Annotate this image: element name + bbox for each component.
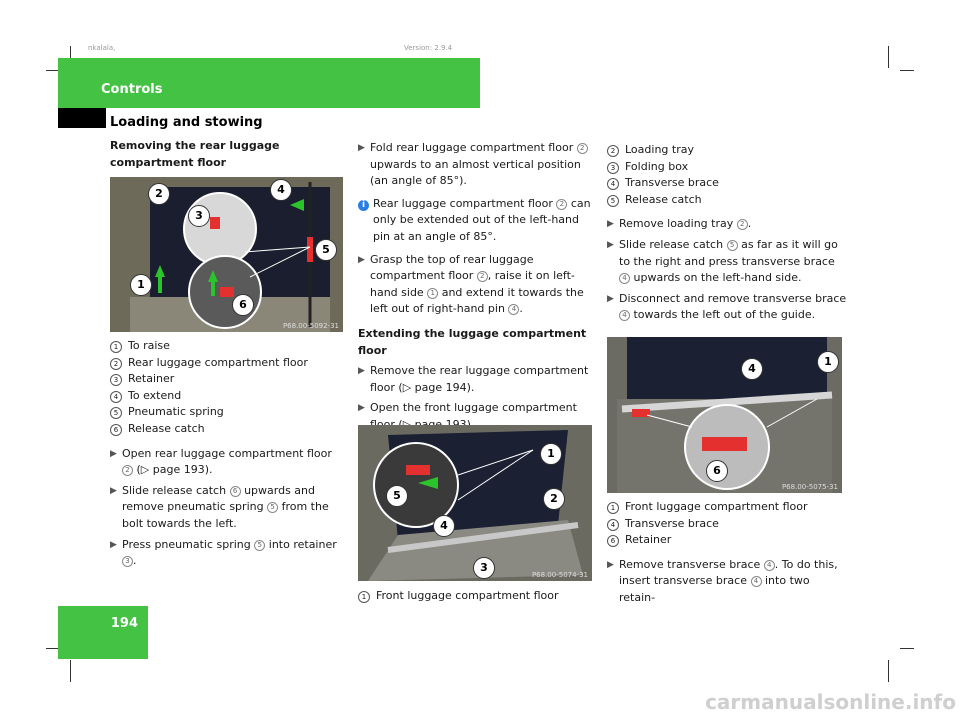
photo-front-floor [358, 425, 592, 581]
step: ▶ Open the front luggage compartment [358, 400, 594, 433]
step: ▶ Remove loading tray 2 . [607, 216, 847, 233]
page-ref-icon: ▷ [402, 380, 412, 394]
header-black-block [58, 108, 106, 128]
legend-item: 1 To raise [110, 338, 345, 355]
page-number-box [58, 606, 148, 659]
column-1-text [110, 338, 345, 570]
photo-code: P68.00-5074-31 [531, 571, 588, 579]
page-number: 194 [110, 616, 138, 631]
column-3 [607, 142, 847, 324]
legend-item: 5 Release catch [607, 192, 847, 209]
info-note: i Rear luggage compartment floor 2 can only be extended out of the left-hand pin at an angle of 85°. [358, 196, 594, 246]
arrow-icon: ▶ [110, 539, 117, 550]
photo-rear-floor [110, 177, 343, 332]
photo-code: P68.00-5075-31 [781, 483, 838, 491]
legend-item: 4 To extend [110, 388, 345, 405]
heading-extending-floor: Extending the luggage compartment floor [358, 326, 587, 357]
callout-4: 4 [741, 358, 763, 380]
column-2 [358, 140, 594, 434]
crop-mark [70, 660, 71, 682]
page-ref-icon: ▷ [140, 463, 150, 477]
step: ▶ Slide release catch 6 upwards and remove pneumatic spring 5 from the bolt towards the left. [110, 483, 345, 533]
legend-item: 3 Retainer [110, 371, 345, 388]
subsection-title: Loading and stowing [110, 115, 263, 130]
step: ▶ Slide release catch 5 as far as it will go to the right and press transverse brace 4 upwards on the left-hand side. [607, 237, 847, 287]
step: ▶ Fold rear luggage compartment floor 2 upwards to an almost vertical position (an angle of 85°). [358, 140, 594, 190]
callout-1: 1 [817, 351, 839, 373]
arrow-icon: ▶ [607, 239, 614, 250]
callout-4: 4 [270, 179, 292, 201]
callout-3: 3 [473, 557, 495, 579]
arrow-icon: ▶ [607, 293, 614, 304]
callout-1: 1 [130, 274, 152, 296]
column-1 [110, 138, 345, 171]
arrow-icon: ▶ [358, 403, 365, 414]
callout-5: 5 [315, 239, 337, 261]
callout-4: 4 [433, 515, 455, 537]
step: ▶ Disconnect and remove transverse brace 4 towards the left out of the guide. [607, 291, 847, 324]
watermark: carmanualsonline.info [705, 690, 956, 714]
crop-mark [888, 660, 889, 682]
legend-item: 6 Release catch [110, 421, 345, 438]
crop-mark [888, 46, 889, 68]
arrow-icon: ▶ [110, 448, 117, 459]
arrow-icon: ▶ [110, 485, 117, 496]
callout-6: 6 [706, 460, 728, 482]
step: ▶ Grasp the top of rear luggage compartment floor 2 , raise it on left-hand side 1 and extend it towards the left out of right-hand pin 4 . [358, 252, 594, 318]
legend-item: 3 Folding box [607, 159, 847, 176]
callout-1: 1 [540, 443, 562, 465]
callout-3: 3 [188, 205, 210, 227]
arrow-icon: ▶ [607, 559, 614, 570]
arrow-icon: ▶ [358, 254, 365, 265]
arrow-icon: ▶ [607, 219, 614, 230]
legend-item: 4 Transverse brace [607, 516, 847, 533]
info-icon: i [358, 200, 369, 211]
crop-mark [900, 70, 914, 71]
column-2-legend [358, 588, 594, 605]
arrow-icon: ▶ [358, 143, 365, 153]
section-title: Controls [101, 82, 163, 97]
legend-item: 1 Front luggage compartment floor [358, 588, 594, 605]
meta-author: nkalala, [88, 44, 116, 52]
crop-mark [900, 648, 914, 649]
step: ▶ Remove the rear luggage compartment floor (▷ page 194). [358, 363, 594, 396]
callout-2: 2 [543, 488, 565, 510]
step: ▶ Open rear luggage compartment floor 2 (▷ page 193). [110, 446, 345, 479]
legend-item: 2 Rear luggage compartment floor [110, 355, 345, 372]
photo-transverse-brace [607, 337, 842, 493]
photo-rear-floor-illustration [110, 177, 343, 332]
legend-item: 6 Retainer [607, 532, 847, 549]
legend-item: 5 Pneumatic spring [110, 404, 345, 421]
callout-5: 5 [386, 485, 408, 507]
column-3-bottom [607, 499, 847, 607]
legend-item: 1 Front luggage compartment floor [607, 499, 847, 516]
step: ▶ Press pneumatic spring 5 into retainer 3 . [110, 537, 345, 570]
photo-code: P68.00-5092-31 [282, 322, 339, 330]
callout-2: 2 [148, 183, 170, 205]
meta-version: Version: 2.9.4 [404, 44, 453, 52]
legend-item: 2 Loading tray [607, 142, 847, 159]
arrow-icon: ▶ [358, 366, 365, 377]
callout-6: 6 [232, 294, 254, 316]
heading-removing-rear-floor: Removing the rear luggage compartment floor [110, 139, 280, 169]
legend-item: 4 Transverse brace [607, 175, 847, 192]
step: ▶ Remove transverse brace 4 . To do this, insert transverse brace 4 into two retain- [607, 557, 847, 607]
